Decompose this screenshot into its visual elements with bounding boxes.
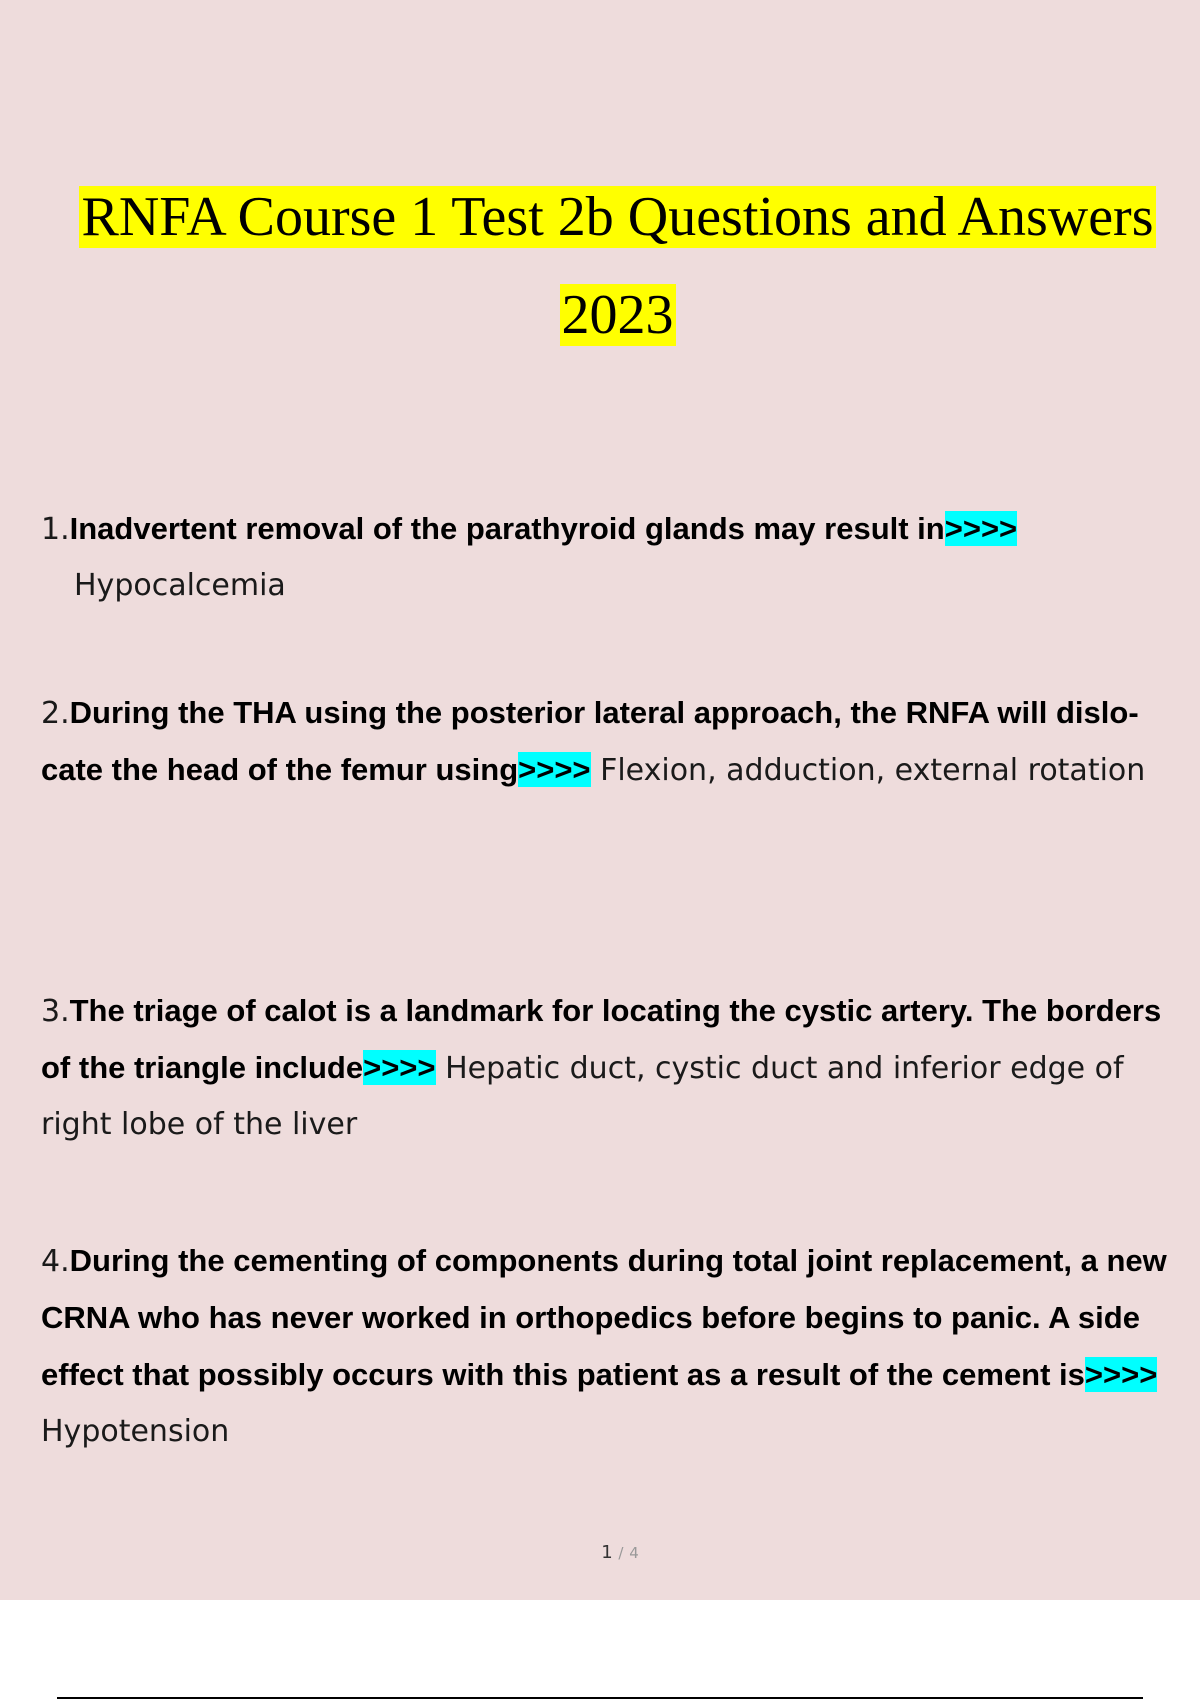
- qa-marker: >>>>: [1084, 1357, 1158, 1392]
- qa-marker: >>>>: [518, 752, 591, 787]
- document-title: [0, 168, 1200, 364]
- total-pages: 4: [629, 1544, 639, 1562]
- title-line-2: 2023: [561, 284, 674, 346]
- qa-question: During the THA using the posterior lateral approach, the RNFA will dislo- cate the head of the femur using: [41, 695, 1139, 787]
- next-page-top-rule: [57, 1697, 1143, 1699]
- qa-number: 2.: [41, 696, 70, 731]
- qa-answer: Hypotension: [41, 1414, 230, 1449]
- qa-answer: Hepatic duct, cystic duct and inferior edge of right lobe of the liver: [41, 1051, 1124, 1142]
- qa-question: The triage of calot is a landmark for locating the cystic artery. The borders of the triangle include: [41, 993, 1162, 1085]
- current-page-number: 1: [601, 1542, 613, 1563]
- title-line-1: RNFA Course 1 Test 2b Questions and Answers: [81, 186, 1154, 248]
- qa-answer: Flexion, adduction, external rotation: [600, 753, 1146, 788]
- qa-number: 1.: [41, 512, 70, 547]
- qa-marker: >>>>: [944, 511, 1018, 546]
- qa-marker: >>>>: [363, 1050, 436, 1085]
- qa-item-1: [41, 501, 1200, 614]
- qa-item-2: [41, 685, 1171, 799]
- qa-question: During the cementing of components during total joint replacement, a new CRNA who has never worked in orthopedics before begins to panic. A side effect that possibly occurs with this patient as a result of the cement is: [41, 1243, 1167, 1392]
- qa-number: 3.: [41, 994, 70, 1029]
- page-indicator: [0, 1542, 1200, 1563]
- page-separator: /: [618, 1544, 624, 1562]
- qa-number: 4.: [41, 1244, 70, 1279]
- qa-item-4: [41, 1233, 1171, 1460]
- qa-answer: Hypocalcemia: [74, 568, 286, 603]
- qa-item-3: [41, 983, 1171, 1153]
- qa-question: Inadvertent removal of the parathyroid glands may result in: [69, 511, 945, 546]
